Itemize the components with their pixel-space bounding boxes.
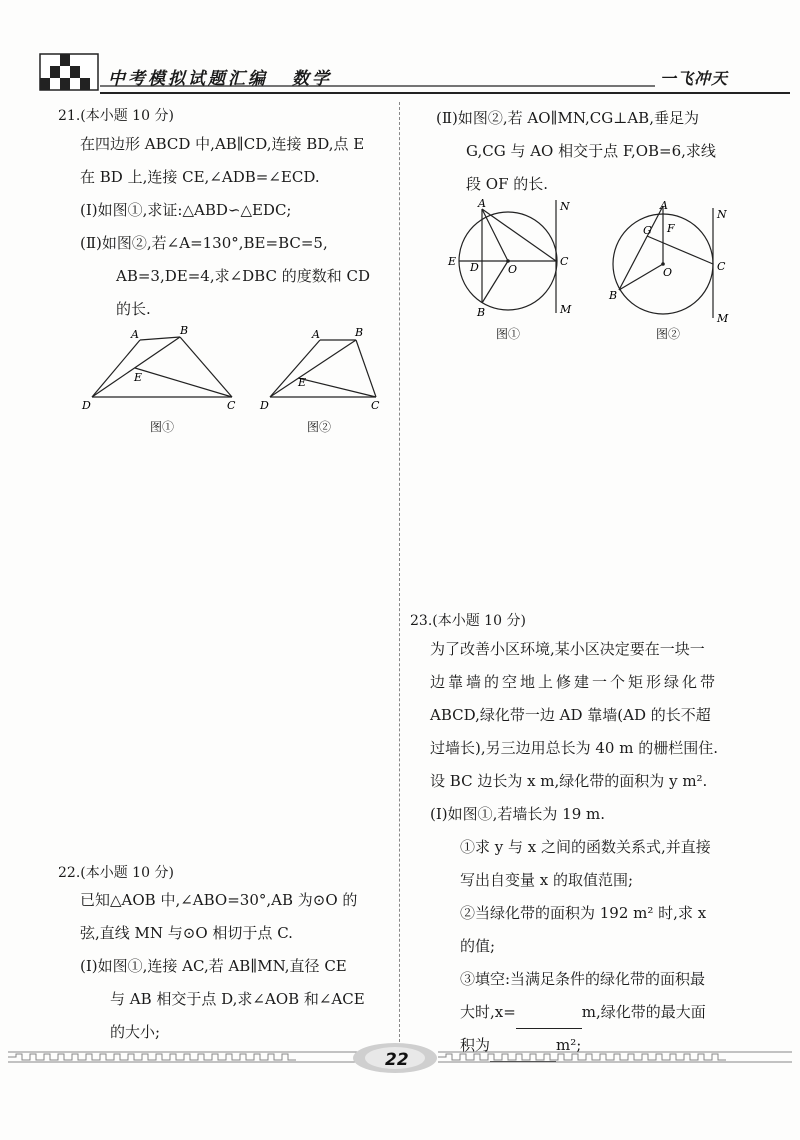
- q23-line-3: ABCD,绿化带一边 AD 靠墙(AD 的长不超: [430, 706, 711, 724]
- header-rule: [100, 84, 790, 96]
- label-c: C: [717, 260, 726, 273]
- q23-line-2: 边靠墙的空地上修建一个矩形绿化带: [430, 673, 719, 691]
- label-e: E: [134, 371, 143, 384]
- label-n: N: [560, 200, 570, 213]
- q22-part2-line-3: 段 OF 的长.: [466, 175, 549, 193]
- q22-line-2: 弦,直线 MN 与⊙O 相切于点 C.: [80, 924, 293, 942]
- q23-heading: 23.(本小题 10 分): [410, 613, 526, 629]
- label-n: N: [717, 208, 727, 221]
- label-e: E: [298, 376, 307, 389]
- q21-heading: 21.(本小题 10 分): [58, 108, 174, 124]
- answer-blank-x[interactable]: [516, 1013, 582, 1029]
- q23-line-12-suffix: m,绿化带的最大面: [581, 1003, 706, 1021]
- label-c: C: [371, 399, 380, 412]
- q22-fig2-caption: 图②: [656, 327, 681, 341]
- label-c: C: [560, 255, 569, 268]
- q22-part2-body: [436, 102, 786, 201]
- q23-line-8: 写出自变量 x 的取值范围;: [460, 871, 634, 889]
- q23-line-1: 为了改善小区环境,某小区决定要在一块一: [430, 640, 705, 658]
- label-d: D: [82, 399, 91, 412]
- q22-figure-1: [440, 195, 580, 325]
- q21-fig2-caption: 图②: [307, 420, 332, 434]
- label-a: A: [131, 328, 139, 341]
- q23-line-11: ③填空:当满足条件的绿化带的面积最: [460, 970, 706, 988]
- q22-part2-line-2: G,CG 与 AO 相交于点 F,OB=6,求线: [466, 142, 716, 160]
- q23-line-10: 的值;: [460, 937, 496, 955]
- q21-line-6: 的长.: [116, 300, 151, 318]
- label-c: C: [227, 399, 236, 412]
- q21-line-5: AB=3,DE=4,求∠DBC 的度数和 CD: [116, 267, 371, 285]
- label-b: B: [355, 326, 364, 339]
- label-d: D: [470, 261, 479, 274]
- q23-line-13-suffix: m²;: [556, 1036, 582, 1054]
- label-a: A: [660, 199, 668, 212]
- q23-line-9: ②当绿化带的面积为 192 m² 时,求 x: [460, 904, 707, 922]
- q22-line-5: 的大小;: [110, 1023, 161, 1041]
- q23-line-5: 设 BC 边长为 x m,绿化带的面积为 y m².: [430, 772, 708, 790]
- label-b: B: [609, 289, 618, 302]
- q23-line-12-prefix: 大时,x=: [460, 1003, 516, 1021]
- q22-figure-2: [605, 198, 745, 328]
- q22-heading: 22.(本小题 10 分): [58, 865, 174, 881]
- q22-body: [80, 884, 400, 1049]
- q23-body: [430, 633, 790, 1062]
- label-d: D: [260, 399, 269, 412]
- label-a: A: [478, 197, 486, 210]
- q21-line-4: (Ⅱ)如图②,若∠A=130°,BE=BC=5,: [80, 234, 328, 252]
- page-number: 22: [385, 1050, 409, 1070]
- q23-line-4: 过墙长),另三边用总长为 40 m 的栅栏围住.: [430, 739, 719, 757]
- q23-line-13-prefix: 积为: [460, 1036, 491, 1054]
- q23-line-7: ①求 y 与 x 之间的函数关系式,并直接: [460, 838, 711, 856]
- label-o: O: [663, 266, 673, 279]
- label-e: E: [448, 255, 457, 268]
- q23-line-6: (Ⅰ)如图①,若墙长为 19 m.: [430, 805, 606, 823]
- q21-figure-1: [80, 322, 250, 422]
- q21-body: [80, 128, 400, 326]
- q22-line-3: (Ⅰ)如图①,连接 AC,若 AB∥MN,直径 CE: [80, 957, 347, 975]
- header-checker-logo: [38, 52, 100, 92]
- header-title: 中考模拟试题汇编: [108, 69, 268, 89]
- label-g: G: [643, 224, 652, 237]
- q22-fig1-caption: 图①: [496, 327, 521, 341]
- label-o: O: [508, 263, 518, 276]
- header-subject: 数学: [292, 69, 332, 89]
- label-f: F: [667, 222, 675, 235]
- q21-line-3: (Ⅰ)如图①,求证:△ABD∽△EDC;: [80, 201, 292, 219]
- q21-line-1: 在四边形 ABCD 中,AB∥CD,连接 BD,点 E: [80, 135, 365, 153]
- label-m: M: [717, 312, 729, 325]
- q23-line-12: [430, 996, 790, 1029]
- q21-figure-2: [258, 322, 398, 422]
- label-b: B: [477, 306, 486, 319]
- q22-part2-line-1: (Ⅱ)如图②,若 AO∥MN,CG⊥AB,垂足为: [436, 109, 699, 127]
- q21-fig1-caption: 图①: [150, 420, 175, 434]
- brand-logo-text: 一飞冲天: [660, 69, 729, 88]
- label-b: B: [180, 324, 189, 337]
- q22-line-1: 已知△AOB 中,∠ABO=30°,AB 为⊙O 的: [80, 891, 358, 909]
- label-m: M: [560, 303, 572, 316]
- q22-line-4: 与 AB 相交于点 D,求∠AOB 和∠ACE: [110, 990, 365, 1008]
- label-a: A: [312, 328, 320, 341]
- q21-line-2: 在 BD 上,连接 CE,∠ADB=∠ECD.: [80, 168, 320, 186]
